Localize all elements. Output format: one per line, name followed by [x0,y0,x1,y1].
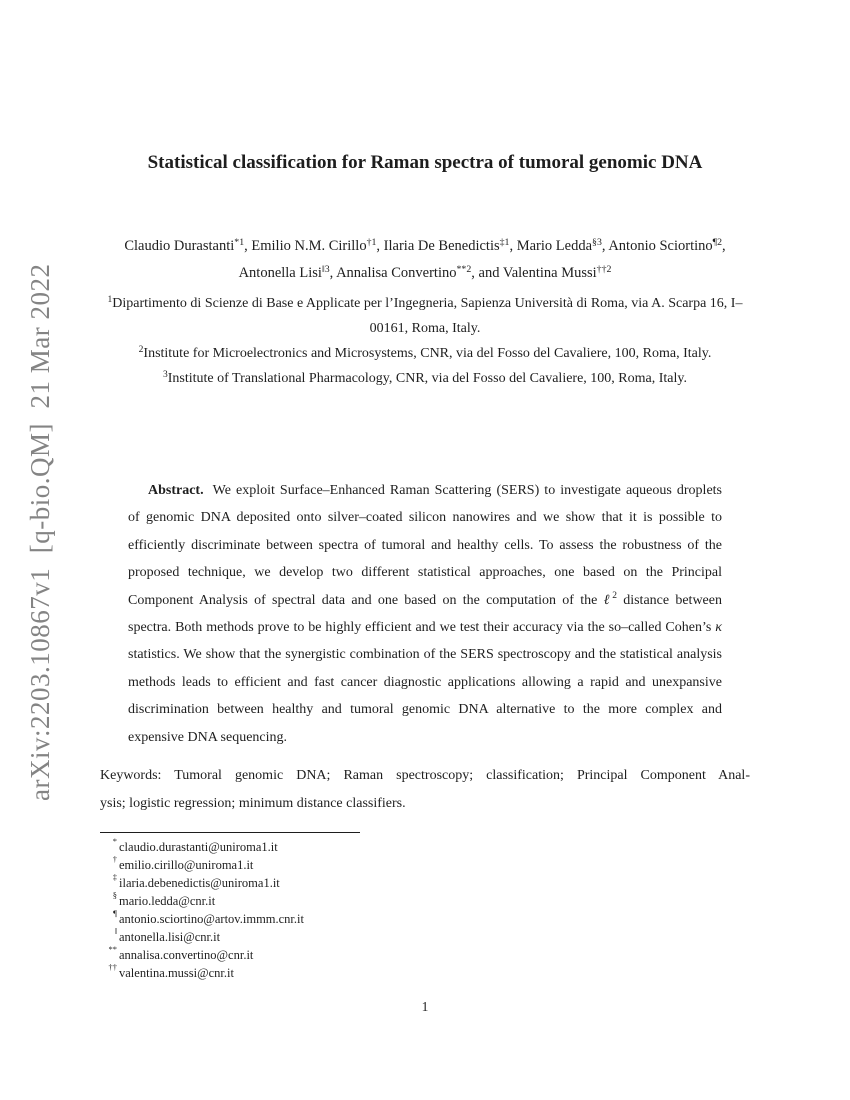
author-name: Claudio Durastanti [124,238,235,254]
ell-exponent: 2 [612,591,617,602]
affiliations [100,291,750,391]
email-text: claudio.durastanti@uniroma1.it [119,840,278,854]
footnote-email: ¶ antonio.sciortino@artov.immm.cnr.it [113,908,304,926]
author-footnote-marker: †1 [366,236,377,248]
page-number: 1 [421,999,429,1014]
kappa-symbol: κ [715,620,722,636]
keywords-line: Keywords: Tumoral genomic DNA; Raman spectroscopy; classification; Principal Component Anal- [100,768,750,783]
affiliation-text: Institute for Microelectronics and Microsystems, CNR, via del Fosso del Cavaliere, 100, Roma, Italy. [143,346,712,361]
email-text: annalisa.convertino@cnr.it [119,948,254,962]
author: , Mario Ledda$^{\S 3}$ [509,236,602,254]
author: , Emilio N.M. Cirillo$^{\dagger 1}$ [244,236,377,254]
abstract-text: distance between spectra. Both methods prove to be highly efficient and we test their accuracy via the so–called Cohen’s [128,592,722,636]
affiliation-marker: 2 [138,344,144,355]
author-name: Antonella Lisi [238,265,322,281]
author-footnote-marker: ‡1 [499,236,510,248]
abstract-text: statistics. We show that the synergistic combination of the SERS spectroscopy and the statistical analysis methods leads to efficient and fast cancer diagnostic applications allowing a rapid and unexpansive discrimination between healthy and tumoral genomic DNA alternative to the more complex and expensive DNA sequencing. [128,647,722,745]
affiliation-marker: 1 [107,294,113,305]
email-text: mario.ledda@cnr.it [119,894,216,908]
author-footnote-marker: ‖3 [321,263,330,275]
arxiv-watermark: arXiv:2203.10867v1 [q-bio.QM] 21 Mar 2022 [25,263,55,801]
affiliation [100,341,750,366]
affiliation-text: Dipartimento di Scienze di Base e Applicate per l’Ingegneria, Sapienza Università di Roma, via A. Scarpa 16, I–00161, Roma, Italy. [112,296,743,336]
footnote-email: ** annalisa.convertino@cnr.it [108,944,254,962]
author: , Ilaria De Benedictis$^{\ddagger 1}$ [376,236,510,254]
affiliation-text: Institute of Translational Pharmacology, CNR, via del Fosso del Cavaliere, 100, Roma, Italy. [167,371,687,386]
author-name: Ilaria De Benedictis [383,238,500,254]
author-name: Mario Ledda [516,238,593,254]
author-name: Emilio N.M. Cirillo [251,238,367,254]
author-name: Antonio Sciortino [608,238,713,254]
ell-symbol: ℓ [603,592,613,608]
footnote-email: ‡ ilaria.debenedictis@uniroma1.it [112,872,280,890]
author [124,238,244,254]
email-text: antonio.sciortino@artov.immm.cnr.it [119,912,304,926]
email-text: antonella.lisi@cnr.it [119,930,221,944]
affiliation-marker: 3 [163,369,168,380]
author-footnote-marker: §3 [592,236,602,248]
keywords-line: ysis; logistic regression; minimum distance classifiers. [100,796,406,811]
footnote-email: ‖ antonella.lisi@cnr.it [114,926,221,944]
author-footnote-marker: ¶2 [712,236,723,248]
abstract-label: Abstract. [148,483,204,498]
footnote-email: † emilio.cirillo@uniroma1.it [112,854,254,872]
email-text: emilio.cirillo@uniroma1.it [119,858,254,872]
author-footnote-marker: ††2 [596,263,612,275]
affiliation [100,291,750,341]
author: , and Valentina Mussi$^{\dagger\dagger 2}$ [471,263,612,281]
author-footnote-marker: *1 [234,236,245,248]
author-name: Valentina Mussi [502,265,597,281]
footnote-email: * claudio.durastanti@uniroma1.it [112,836,278,854]
author: , Antonella Lisi$^{‖3}$ [238,238,726,281]
author: , Annalisa Convertino$^{**2}$ [329,263,472,281]
author-line [100,233,750,287]
keywords-paragraph [100,762,750,818]
paper-title [100,149,750,177]
abstract-text: We exploit Surface–Enhanced Raman Scattering (SERS) to investigate aqueous droplets of genomic DNA deposited onto silver–coated silicon nanowires and we show that it is possible to efficiently discriminate between spectra of tumoral and healthy cells. To assess the robustness of the proposed technique, we develop two different statistical approaches, one based on the Principal Component Analysis of spectral data and one based on the computation of the [128,483,722,608]
footnote-email: †† valentina.mussi@cnr.it [108,962,234,980]
email-text: valentina.mussi@cnr.it [119,966,234,980]
author-footnote-marker: **2 [456,263,472,275]
footnote-email: § mario.ledda@cnr.it [112,890,216,908]
abstract-paragraph [128,477,722,751]
footnotes [100,838,750,982]
paper-title-text: Statistical classification for Raman spectra of tumoral genomic DNA [147,152,703,173]
author-name: Annalisa Convertino [336,265,457,281]
email-text: ilaria.debenedictis@uniroma1.it [119,876,280,890]
affiliation [100,366,750,391]
author: , Antonio Sciortino$^{\P 2}$ [601,236,723,254]
footnote-rule [100,832,360,833]
